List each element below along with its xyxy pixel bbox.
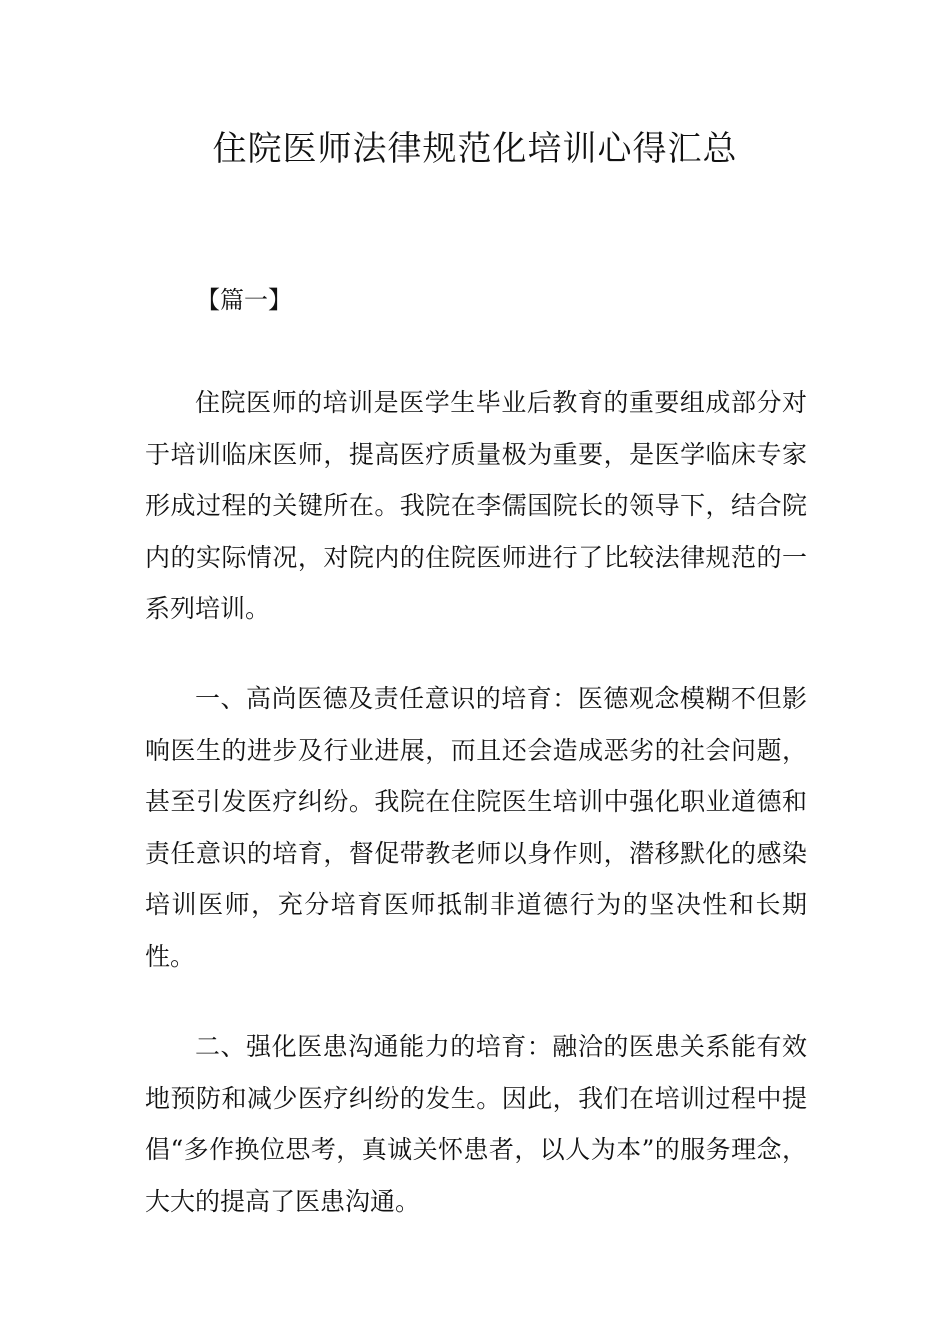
paragraph-communication: 二、强化医患沟通能力的培育：融洽的医患关系能有效地预防和减少医疗纠纷的发生。因此，我们在培训过程中提倡“多作换位思考，真诚关怀患者，以人为本”的服务理念，大大的提高了医患沟通。: [145, 1032, 807, 1216]
section-label: 【篇一】: [196, 286, 292, 314]
paragraph-medical-ethics: 一、高尚医德及责任意识的培育：医德观念模糊不但影响医生的进步及行业进展，而且还会造成恶劣的社会问题，甚至引发医疗纠纷。我院在住院医生培训中强化职业道德和责任意识的培育，督促带教老师以身作则，潜移默化的感染培训医师，充分培育医师抵制非道德行为的坚决性和长期性。: [145, 684, 807, 971]
document-title: 住院医师法律规范化培训心得汇总: [212, 129, 738, 169]
paragraph-intro: 住院医师的培训是医学生毕业后教育的重要组成部分对于培训临床医师，提高医疗质量极为重要，是医学临床专家形成过程的关键所在。我院在李儒国院长的领导下，结合院内的实际情况，对院内的住院医师进行了比较法律规范的一系列培训。: [145, 388, 807, 623]
